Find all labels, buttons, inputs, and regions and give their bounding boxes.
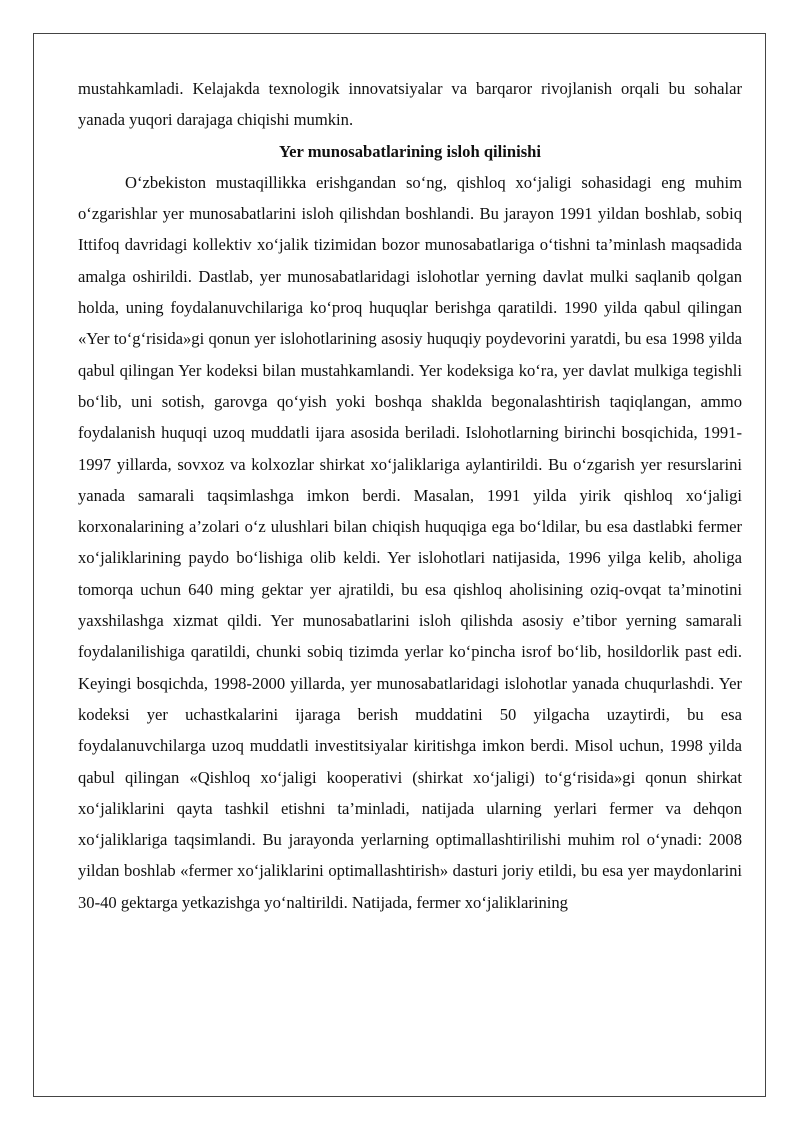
continuation-paragraph: mustahkamladi. Kelajakda texnologik innovatsiyalar va barqaror rivojlanish orqali bu sohalar yanada yuqori darajaga chiqishi mumkin. bbox=[78, 79, 742, 130]
document-body bbox=[78, 73, 742, 918]
section-heading: Yer munosabatlarining isloh qilinishi bbox=[278, 141, 542, 161]
body-paragraph: O‘zbekiston mustaqillikka erishgandan so‘ng, qishloq xo‘jaligi sohasidagi eng muhim o‘zgarishlar yer munosabatlarini isloh qilishdan boshlandi. Bu jarayon 1991 yildan boshlab, sobiq Ittifoq davridagi kollektiv xo‘jalik tizimidan bozor munosabatlariga o‘tishni ta’minlash maqsadida amalga oshirildi. Dastlab, yer munosabatlaridagi islohotlar yerning davlat mulki saqlanib qolgan holda, uning foydalanuvchilariga ko‘proq huquqlar berishga qaratildi. 1990 yilda qabul qilingan «Yer to‘g‘risida»gi qonun yer islohotlarining asosiy huquqiy poydevorini yaratdi, bu esa 1998 yilda qabul qilingan Yer kodeksi bilan mustahkamlandi. Yer kodeksiga ko‘ra, yer davlat mulkiga tegishli bo‘lib, uni sotish, garovga qo‘yish yoki boshqa shaklda begonalashtirish taqiqlangan, ammo foydalanish huquqi uzoq muddatli ijara asosida beriladi. Islohotlarning birinchi bosqichida, 1991-1997 yillarda, sovxoz va kolxozlar shirkat xo‘jaliklariga aylantirildi. Bu o‘zgarish yer resurslarini yanada samarali taqsimlashga imkon berdi. Masalan, 1991 yilda yirik qishloq xo‘jaligi korxonalarining a’zolari o‘z ulushlari bilan chiqish huquqiga ega bo‘ldilar, bu esa dastlabki fermer xo‘jaliklarining paydo bo‘lishiga olib keldi. Yer islohotlari natijasida, 1996 yilga kelib, aholiga tomorqa uchun 640 ming gektar yer ajratildi, bu esa qishloq aholisining oziq-ovqat ta’minotini yaxshilashga xizmat qildi. Yer munosabatlarini isloh qilishda asosiy e’tibor yerning samarali foydalanilishiga qaratildi, chunki sobiq tizimda yerlar ko‘pincha isrof bo‘lib, hosildorlik past edi. Keyingi bosqichda, 1998-2000 yillarda, yer munosabatlaridagi islohotlar yanada chuqurlashdi. Yer kodeksi yer uchastkalarini ijaraga berish muddatini 50 yilgacha uzaytirdi, bu esa foydalanuvchilarga uzoq muddatli investitsiyalar kiritishga imkon berdi. Misol uchun, 1998 yilda qabul qilingan «Qishloq xo‘jaligi kooperativi (shirkat xo‘jaligi) to‘g‘risida»gi qonun shirkat xo‘jaliklarini qayta tashkil etishni ta’minladi, natijada ularning yerlari fermer va dehqon xo‘jaliklariga taqsimlandi. Bu jarayonda yerlarning optimallashtirilishi muhim rol o‘ynadi: 2008 yildan boshlab «fermer xo‘jaliklarini optimallashtirish» dasturi joriy etildi, bu esa yer maydonlarini 30-40 gektarga yetkazishga yo‘naltirildi. Natijada, fermer xo‘jaliklarining bbox=[78, 172, 742, 912]
